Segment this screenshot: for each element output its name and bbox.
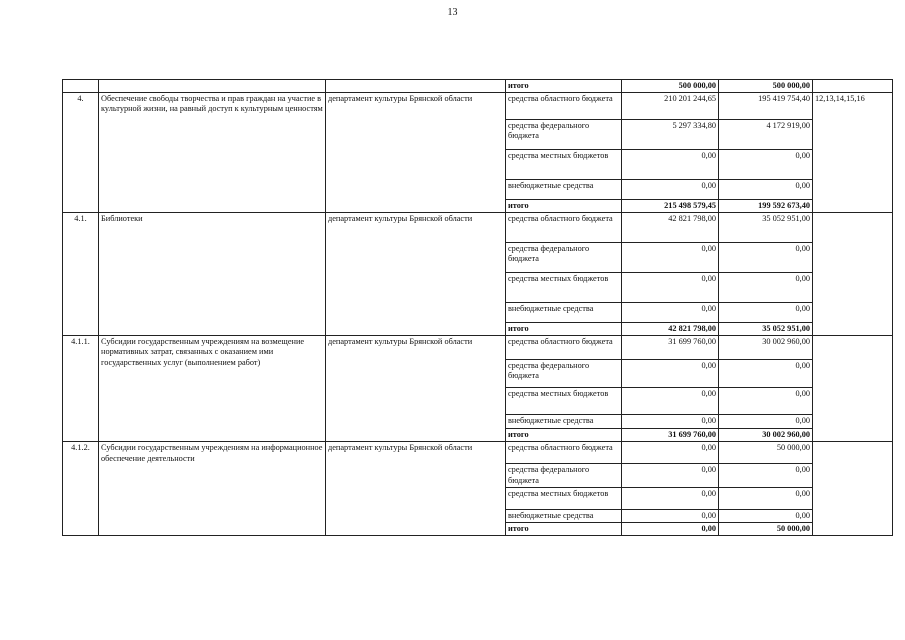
item-name: Субсидии государственным учреждениям на возмещение нормативных затрат, связанных с оказанием ими государственных услуг (выполнением работ) [99, 336, 326, 442]
amount-year2: 195 419 754,40 [719, 93, 813, 120]
amount-year2: 30 002 960,00 [719, 336, 813, 360]
total-label: итого [506, 323, 622, 336]
source-label: средства федерального бюджета [506, 120, 622, 150]
table-row [63, 93, 893, 120]
item-indicators: 12,13,14,15,16 [813, 93, 893, 213]
amount-year1: 0,00 [622, 273, 719, 303]
total-label: итого [506, 80, 622, 93]
amount-year1: 31 699 760,00 [622, 429, 719, 442]
amount-year1: 0,00 [622, 303, 719, 323]
amount-year1: 31 699 760,00 [622, 336, 719, 360]
table-row-top-total [63, 80, 893, 93]
amount-year2: 4 172 919,00 [719, 120, 813, 150]
amount-year1: 0,00 [622, 150, 719, 180]
amount-year1: 0,00 [622, 509, 719, 522]
item-indicators [813, 213, 893, 336]
amount-year1: 5 297 334,80 [622, 120, 719, 150]
blank-cell [63, 80, 99, 93]
amount-year2: 0,00 [719, 464, 813, 487]
amount-year2: 0,00 [719, 243, 813, 273]
source-label: средства федерального бюджета [506, 243, 622, 273]
source-label: средства местных бюджетов [506, 150, 622, 180]
blank-cell [813, 80, 893, 93]
source-label: средства областного бюджета [506, 442, 622, 464]
item-indicators [813, 442, 893, 535]
source-label: средства местных бюджетов [506, 388, 622, 415]
source-label: внебюджетные средства [506, 303, 622, 323]
source-label: внебюджетные средства [506, 180, 622, 200]
amount-year2: 0,00 [719, 509, 813, 522]
amount-year2: 0,00 [719, 303, 813, 323]
source-label: средства областного бюджета [506, 336, 622, 360]
amount-year1: 0,00 [622, 487, 719, 509]
amount-year2: 35 052 951,00 [719, 213, 813, 243]
blank-cell [99, 80, 326, 93]
amount-year2: 35 052 951,00 [719, 323, 813, 336]
source-label: средства федерального бюджета [506, 360, 622, 388]
amount-year2: 0,00 [719, 487, 813, 509]
item-name: Субсидии государственным учреждениям на информационное обеспечение деятельности [99, 442, 326, 535]
amount-year1: 0,00 [622, 243, 719, 273]
page-number: 13 [447, 7, 458, 18]
amount-year1: 42 821 798,00 [622, 323, 719, 336]
blank-cell [326, 80, 506, 93]
source-label: средства областного бюджета [506, 93, 622, 120]
amount-year2: 50 000,00 [719, 442, 813, 464]
source-label: средства федерального бюджета [506, 464, 622, 487]
source-label: средства областного бюджета [506, 213, 622, 243]
amount-year1: 0,00 [622, 442, 719, 464]
source-label: внебюджетные средства [506, 415, 622, 429]
table-row [63, 213, 893, 243]
table-row [63, 442, 893, 464]
item-number: 4.1.1. [63, 336, 99, 442]
budget-table [62, 79, 893, 536]
item-number: 4. [63, 93, 99, 213]
amount-year1: 0,00 [622, 464, 719, 487]
amount-year2: 0,00 [719, 388, 813, 415]
amount-year2: 0,00 [719, 180, 813, 200]
amount-year2: 0,00 [719, 150, 813, 180]
total-label: итого [506, 522, 622, 535]
source-label: средства местных бюджетов [506, 273, 622, 303]
amount-year1: 0,00 [622, 388, 719, 415]
source-label: внебюджетные средства [506, 509, 622, 522]
item-indicators [813, 336, 893, 442]
item-executor: департамент культуры Брянской области [326, 93, 506, 213]
amount-year2: 30 002 960,00 [719, 429, 813, 442]
amount-year1: 0,00 [622, 415, 719, 429]
amount-year1: 42 821 798,00 [622, 213, 719, 243]
amount-year1: 500 000,00 [622, 80, 719, 93]
total-label: итого [506, 200, 622, 213]
amount-year2: 199 592 673,40 [719, 200, 813, 213]
item-number: 4.1. [63, 213, 99, 336]
amount-year1: 210 201 244,65 [622, 93, 719, 120]
item-executor: департамент культуры Брянской области [326, 442, 506, 535]
amount-year1: 215 498 579,45 [622, 200, 719, 213]
item-name: Обеспечение свободы творчества и прав граждан на участие в культурной жизни, на равный доступ к культурным ценностям [99, 93, 326, 213]
item-executor: департамент культуры Брянской области [326, 213, 506, 336]
item-executor: департамент культуры Брянской области [326, 336, 506, 442]
item-number: 4.1.2. [63, 442, 99, 535]
amount-year1: 0,00 [622, 360, 719, 388]
amount-year1: 0,00 [622, 180, 719, 200]
amount-year2: 0,00 [719, 360, 813, 388]
total-label: итого [506, 429, 622, 442]
amount-year2: 0,00 [719, 273, 813, 303]
source-label: средства местных бюджетов [506, 487, 622, 509]
amount-year1: 0,00 [622, 522, 719, 535]
amount-year2: 50 000,00 [719, 522, 813, 535]
amount-year2: 0,00 [719, 415, 813, 429]
amount-year2: 500 000,00 [719, 80, 813, 93]
item-name: Библиотеки [99, 213, 326, 336]
table-row [63, 336, 893, 360]
